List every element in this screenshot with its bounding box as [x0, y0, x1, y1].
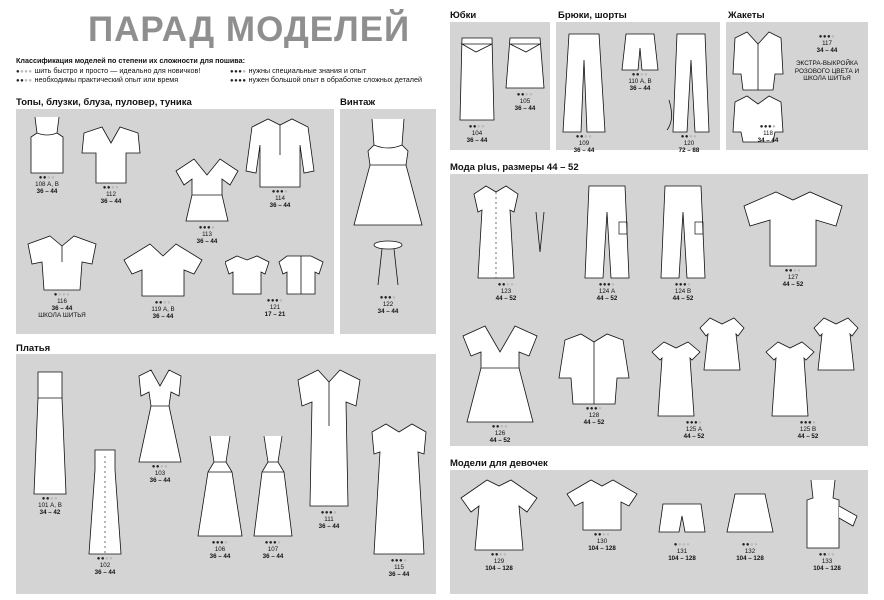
item-number: 119 А, В — [151, 306, 175, 313]
garment-105: ●●●● 105 36 – 44 — [502, 34, 548, 112]
item-number: 118 — [763, 130, 773, 137]
item-sizes: 36 – 44 — [149, 477, 171, 485]
wrap-skirt-104-drawing — [456, 34, 498, 124]
item-sizes: 36 – 44 — [209, 553, 231, 561]
girls-top-drawing — [793, 476, 861, 552]
garment-130: ●●●● 130 104 – 128 — [562, 476, 642, 552]
item-sizes: 34 – 44 — [377, 308, 399, 316]
item-sizes: 36 – 44 — [152, 313, 174, 321]
section-plus-title: Мода plus, размеры 44 – 52 — [450, 162, 579, 173]
vintage-dress-drawing — [348, 115, 428, 295]
item-sizes: 36 – 44 — [573, 147, 595, 155]
item-sizes: 44 – 52 — [683, 433, 705, 441]
garment-126: ●●●● 126 44 – 52 — [458, 322, 542, 444]
item-number: 112 — [106, 191, 116, 198]
item-sizes: 104 – 128 — [813, 565, 841, 573]
section-vintage-title: Винтаж — [340, 97, 376, 108]
button-dress-drawing — [85, 446, 125, 556]
item-number: 131 — [676, 548, 688, 555]
legend-row-2: ●●●● необходимы практический опыт или время — [16, 75, 179, 84]
garment-125a: ●●●● 125 А 44 – 52 — [640, 312, 748, 440]
garment-131: ●●●● 131 104 – 128 — [656, 496, 708, 562]
item-sizes: 34 – 44 — [816, 47, 838, 55]
pullover-drawing — [122, 240, 204, 300]
garment-108: ●●●● 108 А, В 36 – 44 — [22, 115, 72, 195]
item-number: 102 — [99, 562, 111, 569]
item-sizes: 104 – 128 — [736, 555, 764, 563]
wide-pants-drawing — [561, 30, 607, 134]
item-number: 123 — [500, 288, 512, 295]
blouse-drawing — [80, 125, 142, 185]
garment-115: ●●●● 115 36 – 44 — [364, 420, 434, 578]
item-number: 105 — [519, 98, 531, 105]
item-number: 103 — [154, 470, 166, 477]
item-sizes: 44 – 52 — [495, 295, 517, 303]
item-number: 133 — [821, 558, 833, 565]
item-sizes: 34 – 44 — [757, 137, 779, 145]
item-sizes: 36 – 44 — [514, 105, 536, 113]
garment-120: ●●●● 120 72 – 88 — [664, 30, 714, 154]
garment-128: ●●●● 128 44 – 52 — [556, 330, 632, 426]
garment-117: ●●●● 117 34 – 44 ЭКСТРА-ВЫКРОЙКА РОЗОВОГО ЦВЕТА И ШКОЛА ШИТЬЯ — [790, 34, 864, 83]
garment-125b: ●●●● 125 В 44 – 52 — [754, 312, 862, 440]
jacket-128-drawing — [557, 330, 631, 406]
item-number: 107 — [267, 546, 279, 553]
item-sizes: 44 – 52 — [797, 433, 819, 441]
item-number: 117 — [822, 40, 832, 47]
item-number: 113 — [202, 231, 212, 238]
garment-127: ●●●● 127 44 – 52 — [736, 188, 850, 288]
garment-106: ●●●● 106 36 – 44 — [192, 432, 248, 560]
garment-110: ●●●● 110 А, В 36 – 44 — [618, 30, 662, 92]
item-number: 120 — [683, 140, 695, 147]
item-sizes: 44 – 52 — [596, 295, 618, 303]
item-sizes: 36 – 44 — [262, 553, 284, 561]
garment-124a: ●●●● 124 А 44 – 52 — [578, 182, 636, 302]
item-number: 109 — [578, 140, 590, 147]
item-sizes: 44 – 52 — [782, 281, 804, 289]
cargo-pants-b-drawing — [655, 182, 711, 282]
garment-118: ●●●● 118 34 – 44 — [757, 124, 779, 145]
item-sizes: 44 – 52 — [489, 437, 511, 445]
jacket-117-drawing — [731, 28, 785, 92]
girls-tunic-drawing — [457, 476, 541, 552]
item-sizes: 104 – 128 — [668, 555, 696, 563]
legend-item-1: шить быстро и просто — идеально для новичков! — [34, 66, 201, 75]
item-number: 108 А, В — [35, 181, 59, 188]
item-sizes: 36 – 44 — [466, 137, 488, 145]
section-jackets-title: Жакеты — [728, 10, 765, 21]
garment-107: ●●●● 107 36 – 44 — [246, 432, 300, 560]
item-sizes: 36 – 44 — [388, 571, 410, 579]
girls-shorts-drawing — [657, 496, 707, 542]
legend-item-4: нужен большой опыт в обработке сложных деталей — [248, 75, 423, 84]
item-number: 125 В — [799, 426, 817, 433]
item-sizes: 36 – 44 — [318, 523, 340, 531]
section-girls-title: Модели для девочек — [450, 458, 548, 469]
garment-104: ●●●● 104 36 – 44 — [454, 34, 500, 144]
sundress-106-drawing — [194, 432, 246, 540]
item-sizes: 36 – 44 — [100, 198, 122, 206]
garment-122: ●●●● 122 34 – 44 — [346, 115, 430, 315]
wrap-skirt-105-drawing — [504, 34, 546, 92]
garment-124b: ●●●● 124 В 44 – 52 — [654, 182, 712, 302]
garment-103: ●●●● 103 36 – 44 — [134, 366, 186, 484]
wrap-dress-126-drawing — [459, 322, 541, 424]
legend-row-3: ●●●● нужны специальные знания и опыт — [230, 66, 367, 75]
garment-129: ●●●● 129 104 – 128 — [456, 476, 542, 572]
item-number: 121 — [269, 304, 281, 311]
peplum-top-a-drawing — [642, 312, 746, 420]
peplum-top-b-drawing — [756, 312, 860, 420]
legend-item-2: необходимы практический опыт или время — [34, 75, 179, 84]
section-dresses-title: Платья — [16, 343, 51, 354]
cami-top-drawing — [27, 115, 67, 175]
item-sizes: 36 – 44 — [629, 85, 651, 93]
crop-top-drawing — [225, 252, 325, 298]
cargo-pants-a-drawing — [579, 182, 635, 282]
item-number: 106 — [214, 546, 226, 553]
item-number: 111 — [324, 516, 334, 523]
ruffle-blouse-drawing — [174, 155, 240, 225]
item-sizes: 36 – 44 — [51, 305, 73, 313]
shirt-dress-drawing — [458, 182, 554, 282]
girls-skirt-drawing — [723, 484, 777, 542]
shift-dress-drawing — [366, 420, 432, 558]
item-sizes: 36 – 44 — [196, 238, 218, 246]
sundress-107-drawing — [248, 432, 298, 540]
item-note: ШКОЛА ШИТЬЯ — [38, 312, 86, 320]
wrap-dress-drawing — [135, 366, 185, 464]
garment-111: ●●●● 111 36 – 44 — [292, 366, 366, 530]
item-sizes: 36 – 44 — [36, 188, 58, 196]
trousers-belt-drawing — [665, 30, 713, 134]
item-sizes: 44 – 52 — [583, 419, 605, 427]
item-sizes: 36 – 44 — [269, 202, 291, 210]
item-number: 114 — [275, 195, 285, 202]
legend — [16, 56, 346, 65]
item-number: 122 — [382, 301, 394, 308]
legend-row-1: ●●●● шить быстро и просто — идеально для новичков! — [16, 66, 201, 75]
item-number: 129 — [493, 558, 505, 565]
garment-101: ●●●● 101 А, В 34 – 42 — [28, 368, 72, 516]
item-sizes: 104 – 128 — [485, 565, 513, 573]
garment-109: ●●●● 109 36 – 44 — [560, 30, 608, 154]
item-number: 110 А, В — [628, 78, 652, 85]
girls-blouse-drawing — [563, 476, 641, 532]
item-number: 101 А, В — [38, 502, 62, 509]
item-sizes: 104 – 128 — [588, 545, 616, 553]
maxi-dress-drawing — [30, 368, 70, 496]
garment-133: ●●●● 133 104 – 128 — [792, 476, 862, 572]
page-title: ПАРАД МОДЕЛЕЙ — [88, 10, 411, 49]
shorts-drawing — [620, 30, 660, 72]
item-number: 130 — [596, 538, 608, 545]
garment-123: ●●●● 123 44 – 52 — [456, 182, 556, 302]
item-sizes: 36 – 44 — [94, 569, 116, 577]
section-tops-title: Топы, блузки, блуза, пуловер, туника — [16, 97, 192, 108]
garment-119: ●●●● 119 А, В 36 – 44 — [120, 240, 206, 320]
item-number: 116 — [57, 298, 67, 305]
item-number: 124 В — [674, 288, 692, 295]
item-number: 132 — [744, 548, 756, 555]
legend-heading: Классификация моделей по степени их сложности для пошива: — [16, 56, 246, 65]
garment-121: ●●●● 121 17 – 21 — [222, 252, 328, 318]
legend-item-3: нужны специальные знания и опыт — [248, 66, 367, 75]
item-number: 125 А — [685, 426, 703, 433]
item-note: ЭКСТРА-ВЫКРОЙКА РОЗОВОГО ЦВЕТА И ШКОЛА ШИТЬЯ — [794, 60, 860, 83]
tunic-drawing — [242, 115, 318, 189]
legend-row-4: ●●●● нужен большой опыт в обработке сложных деталей — [230, 75, 423, 84]
garment-112: ●●●● 112 36 – 44 — [78, 125, 144, 205]
section-pants-title: Брюки, шорты — [558, 10, 627, 21]
garment-132: ●●●● 132 104 – 128 — [722, 484, 778, 562]
garment-117-drawing-wrap — [730, 28, 786, 92]
section-skirts-title: Юбки — [450, 10, 477, 21]
item-sizes: 44 – 52 — [672, 295, 694, 303]
item-number: 128 — [588, 412, 600, 419]
item-sizes: 34 – 42 — [39, 509, 61, 517]
item-number: 124 А — [598, 288, 616, 295]
kaftan-dress-drawing — [294, 366, 364, 510]
item-number: 115 — [394, 564, 404, 571]
item-number: 104 — [471, 130, 483, 137]
item-number: 126 — [494, 430, 506, 437]
item-sizes: 72 – 88 — [678, 147, 700, 155]
item-number: 127 — [787, 274, 799, 281]
garment-113: ●●●● 113 36 – 44 — [172, 155, 242, 245]
garment-102: ●●●● 102 36 – 44 — [84, 446, 126, 576]
garment-114: ●●●● 114 36 – 44 — [240, 115, 320, 209]
blouse-127-drawing — [738, 188, 848, 268]
garment-116: ●●●● 116 36 – 44 ШКОЛА ШИТЬЯ — [24, 232, 100, 320]
item-sizes: 17 – 21 — [264, 311, 286, 319]
sweater-drawing — [26, 232, 98, 292]
